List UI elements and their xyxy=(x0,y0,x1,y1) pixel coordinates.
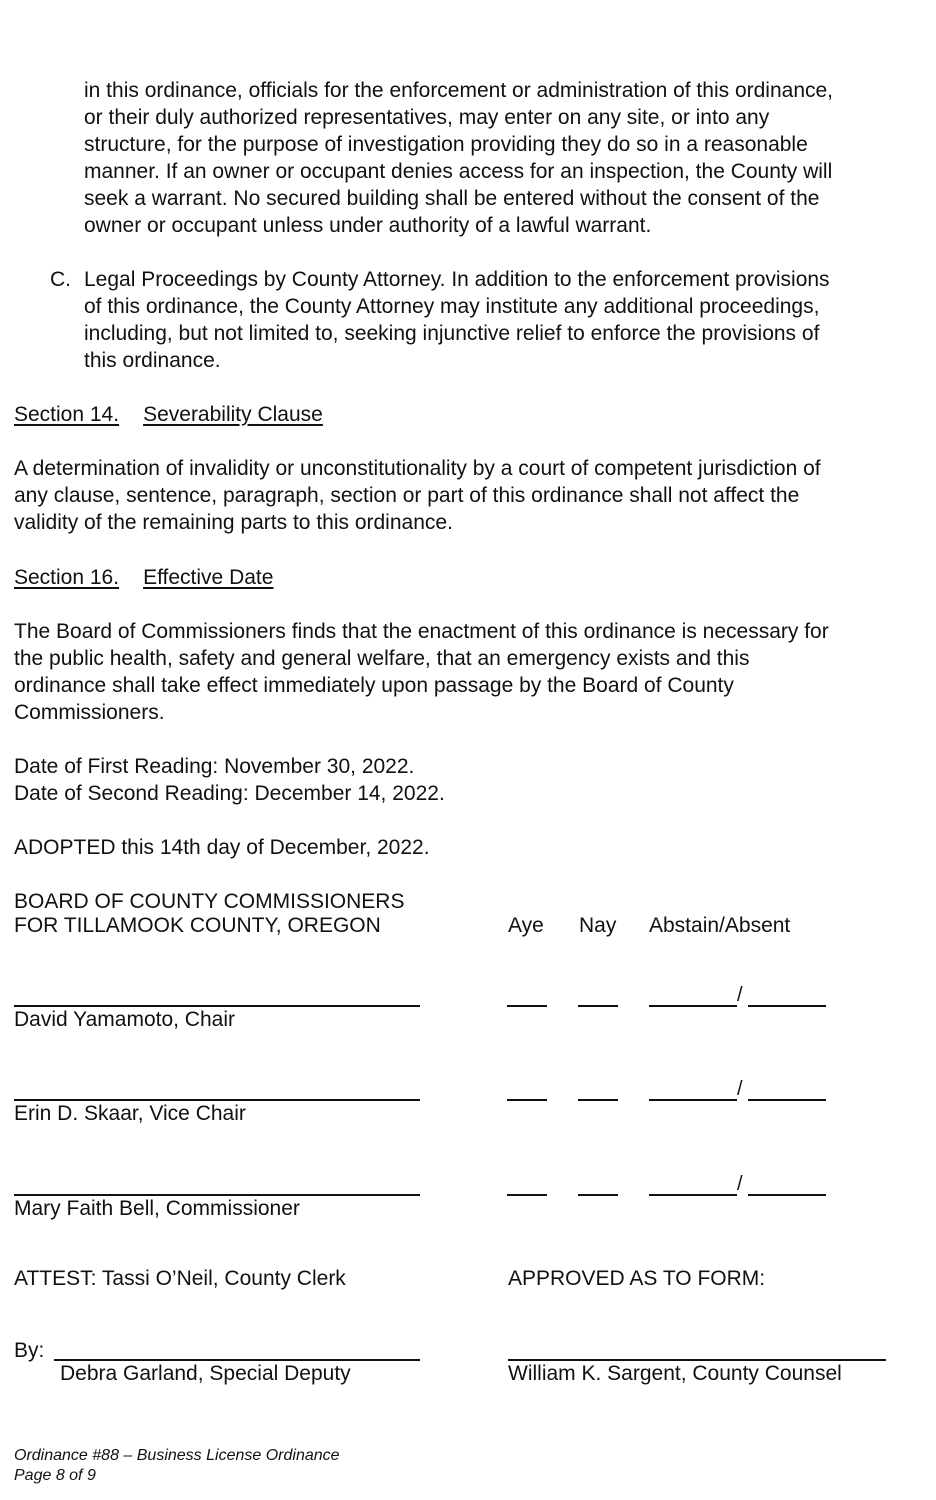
absent-vote-line[interactable] xyxy=(748,1194,826,1196)
abstain-vote-line[interactable] xyxy=(649,1194,737,1196)
vote-header-aye: Aye xyxy=(508,914,544,937)
aye-vote-line[interactable] xyxy=(507,1005,547,1007)
section-title: Effective Date xyxy=(143,566,274,589)
section-number: Section 16. xyxy=(14,566,120,589)
paragraph-c-marker: C. xyxy=(50,268,71,291)
first-reading-date: Date of First Reading: November 30, 2022. xyxy=(14,755,415,778)
text-line: manner. If an owner or occupant denies access for an inspection, the County will xyxy=(84,160,833,183)
text-line: or their duly authorized representatives, may enter on any site, or into any xyxy=(84,106,770,129)
approved-as-to-form-label: APPROVED AS TO FORM: xyxy=(508,1267,766,1290)
slash-separator: / xyxy=(737,1173,743,1195)
nay-vote-line[interactable] xyxy=(578,1194,618,1196)
abstain-vote-line[interactable] xyxy=(649,1099,737,1101)
deputy-name: Debra Garland, Special Deputy xyxy=(60,1362,351,1385)
adopted-date: ADOPTED this 14th day of December, 2022. xyxy=(14,836,430,859)
vote-header-nay: Nay xyxy=(579,914,617,937)
section-title: Severability Clause xyxy=(143,403,323,426)
nay-vote-line[interactable] xyxy=(578,1099,618,1101)
nay-vote-line[interactable] xyxy=(578,1005,618,1007)
text-line: Legal Proceedings by County Attorney. In addition to the enforcement provisions xyxy=(84,268,830,291)
commissioner-name: Erin D. Skaar, Vice Chair xyxy=(14,1102,246,1125)
by-label: By: xyxy=(14,1339,45,1362)
section-14-body xyxy=(14,455,934,536)
text-line: A determination of invalidity or unconstitutionality by a court of competent jurisdiction of xyxy=(14,457,821,480)
text-line: The Board of Commissioners finds that the enactment of this ordinance is necessary for xyxy=(14,620,829,643)
attest-label: ATTEST: Tassi O’Neil, County Clerk xyxy=(14,1267,346,1290)
text-line: structure, for the purpose of investigation providing they do so in a reasonable xyxy=(84,133,808,156)
section-14-heading xyxy=(14,401,323,428)
text-line: in this ordinance, officials for the enforcement or administration of this ordinance, xyxy=(84,79,834,102)
aye-vote-line[interactable] xyxy=(507,1194,547,1196)
text-line: this ordinance. xyxy=(84,349,221,372)
paragraph-c xyxy=(84,266,934,374)
slash-separator: / xyxy=(737,1078,743,1100)
absent-vote-line[interactable] xyxy=(748,1005,826,1007)
text-line: the public health, safety and general welfare, that an emergency exists and this xyxy=(14,647,750,670)
counsel-name: William K. Sargent, County Counsel xyxy=(508,1362,842,1385)
section-number: Section 14. xyxy=(14,403,120,426)
text-line: including, but not limited to, seeking injunctive relief to enforce the provisions of xyxy=(84,322,820,345)
text-line: any clause, sentence, paragraph, section or part of this ordinance shall not affect the xyxy=(14,484,800,507)
footer-ordinance-title: Ordinance #88 – Business License Ordinance xyxy=(14,1447,340,1464)
text-line: seek a warrant. No secured building shall be entered without the consent of the xyxy=(84,187,820,210)
board-heading-line1: BOARD OF COUNTY COMMISSIONERS xyxy=(14,890,405,913)
absent-vote-line[interactable] xyxy=(748,1099,826,1101)
text-line: Commissioners. xyxy=(14,701,165,724)
second-reading-date: Date of Second Reading: December 14, 2022. xyxy=(14,782,445,805)
text-line: of this ordinance, the County Attorney may institute any additional proceedings, xyxy=(84,295,820,318)
section-16-heading xyxy=(14,564,273,591)
abstain-vote-line[interactable] xyxy=(649,1005,737,1007)
aye-vote-line[interactable] xyxy=(507,1099,547,1101)
slash-separator: / xyxy=(737,984,743,1006)
board-heading-line2: FOR TILLAMOOK COUNTY, OREGON xyxy=(14,914,381,937)
paragraph-b-continuation xyxy=(84,77,934,239)
text-line: validity of the remaining parts to this ordinance. xyxy=(14,511,453,534)
text-line: ordinance shall take effect immediately upon passage by the Board of County xyxy=(14,674,734,697)
commissioner-name: Mary Faith Bell, Commissioner xyxy=(14,1197,300,1220)
commissioner-name: David Yamamoto, Chair xyxy=(14,1008,235,1031)
footer-page-number: Page 8 of 9 xyxy=(14,1467,96,1484)
section-16-body xyxy=(14,618,934,726)
vote-header-abstain: Abstain/Absent xyxy=(649,914,791,937)
text-line: owner or occupant unless under authority of a lawful warrant. xyxy=(84,214,652,237)
